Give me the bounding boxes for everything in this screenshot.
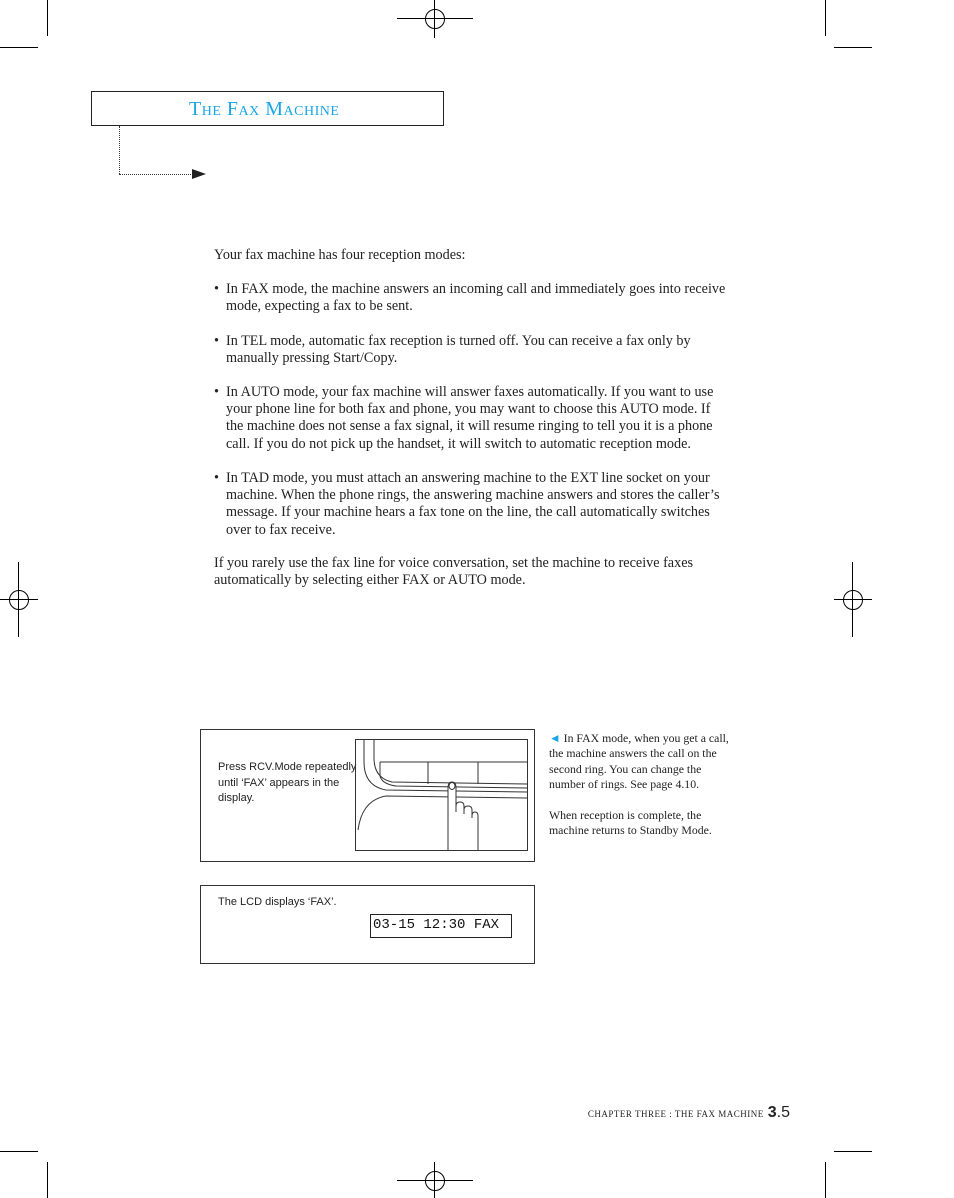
- step-panel-lcd: [200, 885, 535, 964]
- arrow-icon: [192, 169, 206, 179]
- page-number: 3.5: [767, 1104, 790, 1121]
- connector-line: [119, 174, 193, 175]
- step-caption: Press RCV.Mode repeatedly until ‘FAX’ appears in the display.: [218, 761, 357, 804]
- side-note: ◄ In FAX mode, when you get a call, the machine answers the call on the second ring. You can change the number of rings. See page 4.10.: [549, 731, 729, 792]
- control-panel-illustration: [355, 739, 528, 851]
- list-item: • In TEL mode, automatic fax reception is turned off. You can receive a fax only by manually pressing Start/Copy.: [214, 333, 691, 367]
- page-title: THE FAX MACHINE: [189, 98, 340, 120]
- lcd-display: 03-15 12:30 FAX: [370, 914, 512, 938]
- list-item: • In AUTO mode, your fax machine will answer faxes automatically. If you want to use your phone line for both fax and phone, you may want to choose this AUTO mode. If the machine does not sense a fax signal, it will resume ringing to tell you it is a phone call. If you do not pick up the handset, it will switch to automatic reception mode.: [214, 384, 714, 452]
- finger-pressing-button-icon: [356, 740, 527, 850]
- closing-text: If you rarely use the fax line for voice conversation, set the machine to receive faxes automatically by selecting either FAX or AUTO mode.: [214, 555, 694, 589]
- bullet-icon: •: [214, 384, 219, 400]
- step-caption: The LCD displays ‘FAX’.: [218, 896, 337, 908]
- bullet-icon: •: [214, 281, 219, 297]
- list-item: • In TAD mode, you must attach an answering machine to the EXT line socket on your machine. When the phone rings, the answering machine answers and stores the caller’s message. If your machine hears a fax tone on the line, the call automatically switches over to fax receive.: [214, 470, 720, 538]
- bullet-icon: •: [214, 333, 219, 349]
- connector-line: [119, 126, 120, 174]
- side-note-completion: When reception is complete, the machine returns to Standby Mode.: [549, 808, 712, 838]
- list-item: • In FAX mode, the machine answers an incoming call and immediately goes into receive mode, expecting a fax to be sent.: [214, 281, 726, 315]
- bullet-icon: •: [214, 470, 219, 486]
- chapter-label: CHAPTER THREE : THE FAX MACHINE: [587, 1109, 764, 1119]
- header-box: [91, 91, 444, 126]
- page-footer: [560, 1104, 790, 1122]
- arrow-left-icon: ◄: [549, 731, 561, 745]
- step-panel-rcv-mode: [200, 729, 535, 862]
- intro-text: Your fax machine has four reception modes:: [214, 247, 466, 263]
